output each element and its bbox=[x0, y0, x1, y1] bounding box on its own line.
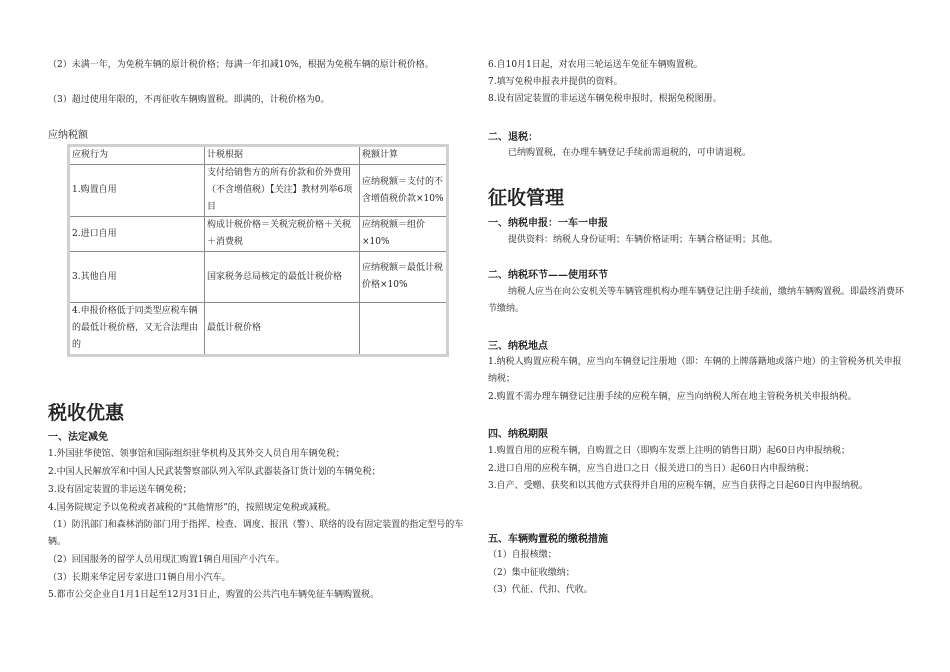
list-item: 8.设有固定装置的非运送车辆免税申报时，根据免税图册。 bbox=[488, 94, 722, 104]
paragraph: （3）超过使用年限的，不再征收车辆购置税。即满的，计税价格为0。 bbox=[48, 95, 330, 105]
list-item: （2）集中征收缴纳； bbox=[488, 568, 575, 578]
table-cell: 国家税务总局核定的最低计税价格 bbox=[205, 252, 360, 303]
subsection-title: 二、退税： bbox=[488, 132, 538, 143]
section-title: 税收优惠 bbox=[48, 402, 125, 424]
table-row bbox=[69, 165, 448, 217]
table-cell: 4.申报价格低于同类型应税车辆的最低计税价格，又无合法理由的 bbox=[69, 303, 205, 356]
list-item: （3）代征、代扣、代收。 bbox=[488, 585, 593, 595]
table-cell: 应纳税额＝支付的不含增值税价款×10% bbox=[360, 165, 448, 217]
list-item: （1）防汛部门和森林消防部门用于指挥、检查、调度、报汛（警）、联络的设有固定装置的指定型号的车辆。 bbox=[48, 520, 464, 547]
subsection-title: 四、纳税期限 bbox=[488, 429, 548, 440]
subsection-title: 一、法定减免 bbox=[48, 432, 108, 443]
paragraph: 纳税人应当在向公安机关等车辆管理机构办理车辆登记注册手续前，缴纳车辆购置税。即最终消费环节缴纳。 bbox=[488, 287, 905, 314]
table-cell: 3.其他自用 bbox=[69, 252, 205, 303]
table-row bbox=[69, 303, 448, 356]
list-item: 4.国务院规定予以免税或者减税的“其他情形”的，按照规定免税或减税。 bbox=[48, 503, 336, 513]
list-item: 2.进口自用的应税车辆，应当自进口之日（报关进口的当日）起60日内申报纳税； bbox=[488, 464, 815, 474]
subsection-title: 五、车辆购置税的缴税措施 bbox=[488, 534, 608, 545]
table-row bbox=[69, 252, 448, 303]
list-item: 3.自产、受赠、获奖和以其他方式获得并自用的应税车辆，应当自获得之日起60日内申报纳税。 bbox=[488, 481, 869, 491]
table-cell: 支付给销售方的所有价款和价外费用（不含增值税）【关注】教材列举6项目 bbox=[205, 165, 360, 217]
table-cell: 应纳税额＝组价×10% bbox=[360, 217, 448, 252]
table-header-row bbox=[69, 146, 448, 165]
paragraph: （2）未满一年，为免税车辆的原计税价格；每满一年扣减10%，根据为免税车辆的原计税价格。 bbox=[48, 60, 434, 70]
list-item: 1.外国驻华使馆、领事馆和国际组织驻华机构及其外交人员自用车辆免税； bbox=[48, 449, 345, 459]
table-cell: 最低计税价格 bbox=[205, 303, 360, 356]
table-cell: 1.购置自用 bbox=[69, 165, 205, 217]
list-item: 6.自10月1日起，对农用三轮运送车免征车辆购置税。 bbox=[488, 60, 703, 70]
table-title: 应纳税额 bbox=[48, 130, 88, 141]
list-item: 1.纳税人购置应税车辆，应当向车辆登记注册地（即：车辆的上牌落籍地或落户地）的主管税务机关申报纳税； bbox=[488, 357, 902, 384]
list-item: 7.填写免税申报表并提供的资料。 bbox=[488, 77, 623, 87]
list-item: 1.购置自用的应税车辆，自购置之日（即购车发票上注明的销售日期）起60日内申报纳税； bbox=[488, 446, 851, 456]
paragraph: 已纳购置税，在办理车辆登记手续前需退税的，可申请退税。 bbox=[508, 148, 752, 158]
list-item: 2.中国人民解放军和中国人民武装警察部队列入军队武器装备订货计划的车辆免税； bbox=[48, 467, 381, 477]
list-item: 3.设有固定装置的非运送车辆免税； bbox=[48, 485, 192, 495]
list-item: （3）长期来华定居专家进口1辆自用小汽车。 bbox=[48, 573, 231, 583]
table-header-cell: 税额计算 bbox=[360, 146, 448, 165]
table-cell: 构成计税价格＝关税完税价格＋关税＋消费税 bbox=[205, 217, 360, 252]
table-header-cell: 应税行为 bbox=[69, 146, 205, 165]
table-cell bbox=[360, 303, 448, 356]
table-cell: 2.进口自用 bbox=[69, 217, 205, 252]
list-item: （1）自报核缴； bbox=[488, 550, 557, 560]
tax-table bbox=[67, 144, 449, 357]
list-item: 2.购置不需办理车辆登记注册手续的应税车辆，应当向纳税人所在地主管税务机关申报纳税。 bbox=[488, 392, 857, 402]
subsection-title: 三、纳税地点 bbox=[488, 341, 548, 352]
list-item: （2）回国服务的留学人员用现汇购置1辆自用国产小汽车。 bbox=[48, 555, 285, 565]
table-row bbox=[69, 217, 448, 252]
subsection-title: 一、纳税申报：一车一申报 bbox=[488, 218, 608, 229]
list-item: 5.都市公交企业自1月1日起至12月31日止，购置的公共汽电车辆免征车辆购置税。 bbox=[48, 590, 379, 600]
paragraph: 提供资料：纳税人身份证明；车辆价格证明；车辆合格证明；其他。 bbox=[508, 235, 779, 245]
table-cell: 应纳税额＝最低计税价格×10% bbox=[360, 252, 448, 303]
table-header-cell: 计税根据 bbox=[205, 146, 360, 165]
subsection-title: 二、纳税环节——使用环节 bbox=[488, 270, 608, 281]
section-title: 征收管理 bbox=[488, 187, 565, 209]
